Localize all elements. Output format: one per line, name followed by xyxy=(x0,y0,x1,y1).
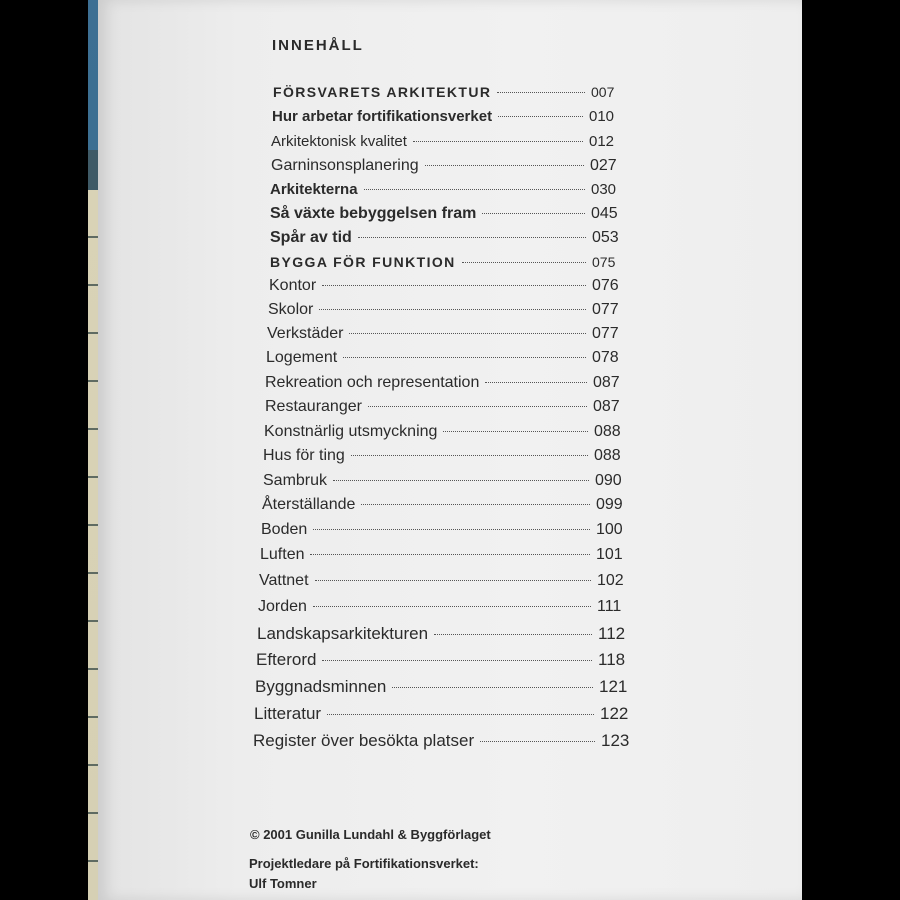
toc-entry-page: 087 xyxy=(593,374,620,391)
toc-entry-page: 102 xyxy=(597,572,624,589)
toc-entry-page: 088 xyxy=(594,447,621,464)
toc-entry-page: 101 xyxy=(596,546,623,563)
toc-dot-leader xyxy=(361,504,590,505)
toc-dot-leader xyxy=(319,309,586,310)
toc-entry-page: 007 xyxy=(591,84,615,100)
toc-entry-title: Spår av tid xyxy=(270,229,352,246)
toc-entry-page: 053 xyxy=(592,229,619,246)
credits-label: Projektledare på Fortifikationsverket: xyxy=(249,856,479,871)
toc-entry xyxy=(273,84,625,100)
toc-entry xyxy=(266,349,626,367)
toc-dot-leader xyxy=(310,554,590,555)
toc-entry-page: 111 xyxy=(597,598,622,615)
toc-entry-page: 123 xyxy=(601,731,630,750)
toc-entry xyxy=(259,572,631,590)
toc-dot-leader xyxy=(343,357,586,358)
toc-entry-page: 099 xyxy=(596,496,623,513)
toc-dot-leader xyxy=(434,634,592,635)
toc-entry xyxy=(270,229,626,247)
toc-dot-leader xyxy=(480,741,595,742)
toc-dot-leader xyxy=(392,687,593,688)
toc-entry-title: FÖRSVARETS ARKITEKTUR xyxy=(273,84,492,100)
toc-entry xyxy=(263,447,628,465)
toc-dot-leader xyxy=(351,455,588,456)
copyright-line: © 2001 Gunilla Lundahl & Byggförlaget xyxy=(250,827,491,842)
toc-entry-title: Så växte bebyggelsen fram xyxy=(270,205,477,222)
toc-entry-title: Garninsonsplanering xyxy=(271,157,419,174)
toc-entry xyxy=(256,650,632,670)
toc-heading: INNEHÅLL xyxy=(272,37,364,54)
toc-entry-title: Hus för ting xyxy=(263,447,345,464)
toc-entry xyxy=(271,133,623,150)
toc-entry xyxy=(271,157,624,175)
toc-entry-title: Luften xyxy=(260,546,305,563)
toc-entry-title: Boden xyxy=(261,521,308,538)
toc-dot-leader xyxy=(482,213,585,214)
toc-entry-page: 010 xyxy=(589,108,615,125)
toc-entry-title: Återställande xyxy=(262,496,356,513)
toc-entry-page: 090 xyxy=(595,472,622,489)
toc-entry xyxy=(262,496,630,514)
toc-entry-page: 045 xyxy=(591,205,618,222)
toc-dot-leader xyxy=(413,141,583,142)
toc-entry-page: 075 xyxy=(592,254,616,270)
toc-entry-title: Restauranger xyxy=(265,398,362,415)
toc-entry xyxy=(257,624,632,644)
toc-entry-page: 027 xyxy=(590,157,617,174)
toc-dot-leader xyxy=(485,382,587,383)
toc-dot-leader xyxy=(313,606,591,607)
toc-entry-title: Skolor xyxy=(268,301,314,318)
toc-entry xyxy=(264,423,628,441)
toc-dot-leader xyxy=(313,529,590,530)
toc-entry xyxy=(263,472,629,490)
background-right xyxy=(802,0,900,900)
toc-entry-page: 077 xyxy=(592,325,619,342)
toc-entry xyxy=(254,704,634,724)
toc-entry-title: Hur arbetar fortifikationsverket xyxy=(272,108,493,125)
toc-entry-title: Efterord xyxy=(256,650,317,669)
toc-entry-page: 122 xyxy=(600,704,629,723)
toc-entry-title: BYGGA FÖR FUNKTION xyxy=(270,254,456,270)
toc-dot-leader xyxy=(315,580,591,581)
toc-entry xyxy=(272,108,623,125)
toc-entry-page: 078 xyxy=(592,349,619,366)
toc-dot-leader xyxy=(322,660,592,661)
credits-name: Ulf Tomner xyxy=(249,876,317,891)
toc-entry xyxy=(267,325,626,343)
toc-entry-title: Logement xyxy=(266,349,338,366)
toc-dot-leader xyxy=(368,406,587,407)
toc-entry-page: 088 xyxy=(594,423,621,440)
toc-entry xyxy=(270,205,625,223)
toc-entry xyxy=(270,181,625,198)
toc-entry-page: 121 xyxy=(599,677,628,696)
toc-dot-leader xyxy=(327,714,594,715)
toc-entry xyxy=(268,301,626,319)
toc-dot-leader xyxy=(497,92,585,93)
toc-entry xyxy=(258,598,631,616)
toc-dot-leader xyxy=(349,333,586,334)
toc-entry-title: Vattnet xyxy=(259,572,309,589)
toc-entry-title: Verkstäder xyxy=(267,325,344,342)
toc-entry-title: Rekreation och representation xyxy=(265,374,480,391)
toc-entry xyxy=(270,254,626,270)
toc-entry-page: 076 xyxy=(592,277,619,294)
toc-entry-title: Arkitekterna xyxy=(270,181,358,198)
toc-entry-title: Byggnadsminnen xyxy=(255,677,387,696)
toc-entry-title: Landskapsarkitekturen xyxy=(257,624,429,643)
toc-entry-title: Litteratur xyxy=(254,704,322,723)
toc-entry-title: Arkitektonisk kvalitet xyxy=(271,133,407,150)
toc-entry-title: Konstnärlig utsmyckning xyxy=(264,423,438,440)
toc-entry-title: Jorden xyxy=(258,598,307,615)
toc-entry-page: 100 xyxy=(596,521,623,538)
toc-entry-page: 087 xyxy=(593,398,620,415)
toc-dot-leader xyxy=(462,262,586,263)
toc-entry xyxy=(269,277,626,295)
toc-entry xyxy=(255,677,633,697)
toc-dot-leader xyxy=(364,189,585,190)
toc-entry-title: Kontor xyxy=(269,277,317,294)
toc-entry-page: 012 xyxy=(589,133,615,150)
toc-entry-page: 118 xyxy=(598,650,626,669)
toc-dot-leader xyxy=(322,285,586,286)
toc-entry xyxy=(261,521,630,539)
toc-dot-leader xyxy=(358,237,586,238)
toc-entry-page: 030 xyxy=(591,181,617,198)
toc-entry xyxy=(260,546,630,564)
toc-entry-page: 112 xyxy=(598,624,626,643)
toc-entry xyxy=(265,374,627,392)
toc-dot-leader xyxy=(425,165,584,166)
toc-entry-page: 077 xyxy=(592,301,619,318)
toc-dot-leader xyxy=(498,116,583,117)
toc-entry-title: Sambruk xyxy=(263,472,328,489)
toc-entry xyxy=(265,398,627,416)
toc-entry xyxy=(253,731,635,751)
toc-dot-leader xyxy=(443,431,588,432)
toc-entry-title: Register över besökta platser xyxy=(253,731,475,750)
toc-dot-leader xyxy=(333,480,589,481)
